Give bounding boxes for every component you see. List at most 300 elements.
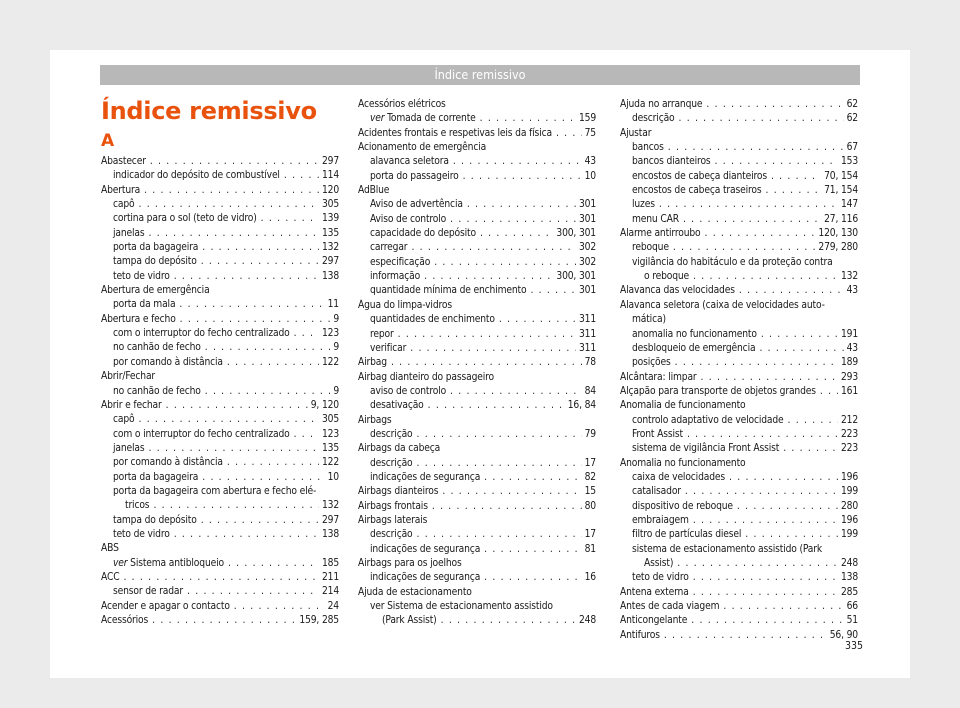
index-entry [358,241,596,255]
leader-dots [174,270,319,284]
leader-dots [234,600,325,614]
entry-page-ref: 80 [584,500,596,512]
index-entry [358,457,596,471]
index-entry [358,586,596,600]
index-entry [620,614,858,628]
entry-term: sistema de vigilância Front Assist [632,443,780,455]
entry-term: teto de vidro [632,572,689,584]
index-entry [620,428,858,442]
entry-term: luzes [632,199,655,211]
index-entry [101,428,339,442]
index-entry [358,600,596,614]
entry-term: descrição [370,457,413,469]
entry-page-ref: 153 [840,156,858,168]
entry-page-ref: 78 [584,357,596,369]
leader-dots [294,327,319,341]
leader-dots [202,471,324,485]
index-entry [358,442,596,456]
leader-dots [683,213,821,227]
entry-page-ref: 9 [333,313,339,325]
entry-page-ref: 43 [584,156,596,168]
index-entry [358,356,596,370]
entry-term: descrição [632,113,675,125]
entry-term: Ajustar [620,127,652,139]
index-entry [101,327,339,341]
leader-dots [484,571,581,585]
entry-term: janelas [113,227,145,239]
entry-page-ref: 138 [840,572,858,584]
entry-term: capacidade do depósito [370,228,476,240]
entry-term: Airbags para os joelhos [358,558,462,569]
entry-page-ref: 84 [584,385,596,397]
index-entry [358,98,596,112]
leader-dots [675,356,838,370]
entry-page-ref: 199 [840,486,858,498]
leader-dots [123,571,319,585]
index-entry [101,169,339,183]
leader-dots [693,571,838,585]
entry-page-ref: 223 [840,428,858,440]
entry-term: bancos dianteiros [632,156,711,168]
leader-dots [685,485,838,499]
index-entry [358,371,596,385]
leader-dots [701,371,838,385]
index-entry [358,514,596,528]
index-entry [358,543,596,557]
index-entry [358,485,596,499]
entry-page-ref: 300, 301 [556,271,596,283]
index-entry [101,485,339,499]
entry-page-ref: 43 [846,342,858,354]
entry-term: catalisador [632,486,681,498]
entry-page-ref: 138 [321,270,339,282]
entry-term: caixa de velocidades [632,471,725,483]
entry-page-ref: 24 [327,600,339,612]
leader-dots [765,184,821,198]
leader-dots [737,500,838,514]
leader-dots [180,313,331,327]
index-entry [620,600,858,614]
leader-dots [205,341,331,355]
index-entry [101,514,339,528]
entry-term: indicações de segurança [370,572,481,584]
entry-term: o reboque [644,271,690,283]
entry-page-ref: 79 [584,428,596,440]
entry-term: Front Assist [632,428,683,440]
leader-dots [715,155,838,169]
entry-term: capô [113,199,135,211]
index-entry [620,184,858,198]
entry-term: Anomalia no funcionamento [620,457,746,469]
leader-dots [227,456,319,470]
leader-dots [152,614,296,628]
index-entry [620,313,858,327]
index-entry [101,557,339,571]
entry-term-text: Sistema antibloqueio [127,557,224,569]
entry-page-ref: 67 [846,142,858,154]
index-entry [101,298,339,312]
entry-term: Alçapão para transporte de objetos grandes [620,385,816,397]
entry-page-ref: 135 [321,442,339,454]
entry-term: Acionamento de emergência [358,142,487,154]
entry-page-ref: 11 [327,299,339,311]
leader-dots [166,399,308,413]
leader-dots [174,528,319,542]
entry-term: Antes de cada viagem [620,601,720,613]
entry-page-ref: 132 [840,271,858,283]
entry-page-ref: 43 [846,285,858,297]
entry-term: Alcântara: limpar [620,371,697,383]
entry-term: mática) [632,314,666,326]
index-entry [358,227,596,241]
index-entry [620,170,858,184]
entry-term [113,557,224,571]
leader-dots [441,614,576,628]
entry-page-ref: 138 [321,528,339,540]
entry-term: alavanca seletora [370,156,449,168]
leader-dots [434,256,576,270]
entry-term: filtro de partículas diesel [632,529,742,541]
entry-page-ref: 302 [578,256,596,268]
entry-term: encostos de cabeça traseiros [632,185,762,197]
entry-term: Airbags laterais [358,514,428,526]
leader-dots [788,414,838,428]
entry-term: anomalia no funcionamento [632,328,757,340]
leader-dots [150,155,319,169]
index-entry [620,141,858,155]
entry-page-ref: 191 [840,328,858,340]
leader-dots [484,471,581,485]
index-entry [620,98,858,112]
index-entry [358,170,596,184]
leader-dots [201,514,319,528]
entry-term: Assist) [644,558,674,569]
index-entry [620,213,858,227]
entry-page-ref: 16, 84 [567,400,596,412]
entry-page-ref: 305 [321,199,339,211]
entry-term: Anomalia de funcionamento [620,400,746,412]
entry-page-ref: 311 [578,342,596,354]
entry-page-ref: 123 [321,428,339,440]
entry-page-ref: 311 [578,314,596,326]
entry-page-ref: 120 [321,184,339,196]
entry-term: encostos de cabeça dianteiros [632,170,767,182]
entry-term: ACC [101,571,120,583]
index-entry [101,341,339,355]
leader-dots [432,500,582,514]
entry-page-ref: 114 [321,170,339,182]
entry-term: Antifuros [620,629,660,641]
entry-term: porta do passageiro [370,170,459,182]
index-entry [620,371,858,385]
entry-page-ref: 159 [578,113,596,125]
leader-dots [499,313,576,327]
entry-page-ref: 301 [578,285,596,297]
entry-term: Alavanca seletora (caixa de velocidades auto- [620,299,825,311]
leader-dots [202,241,319,255]
leader-dots [691,614,843,628]
index-entry [101,255,339,269]
leader-dots [417,428,582,442]
leader-dots [668,141,844,155]
entry-term: AdBlue [358,185,390,197]
entry-page-ref: 132 [321,242,339,254]
entry-page-ref: 199 [840,529,858,541]
entry-term: posições [632,357,671,369]
entry-page-ref: 293 [840,371,858,383]
index-entry [620,284,858,298]
index-entry [358,385,596,399]
entry-page-ref: 248 [578,615,596,627]
entry-term: controlo adaptativo de velocidade [632,414,784,426]
index-entry [101,212,339,226]
entry-term: com o interruptor do fecho centralizado [113,428,290,440]
entry-term: Acidentes frontais e respetivas leis da física [358,127,552,139]
entry-term: Aviso de advertência [370,199,463,211]
leader-dots [442,485,581,499]
leader-dots [693,514,838,528]
index-entry [620,227,858,241]
entry-page-ref: 300, 301 [556,228,596,240]
leader-dots [693,586,838,600]
entry-term: sensor de radar [113,586,183,598]
index-entry [620,328,858,342]
leader-dots [138,413,318,427]
entry-term: tampa do depósito [113,514,197,526]
entry-term: por comando à distância [113,457,223,469]
leader-dots [677,557,838,571]
entry-page-ref: 285 [840,586,858,598]
entry-page-ref: 71, 154 [824,185,858,197]
page-title: Índice remissivo [101,97,317,125]
entry-page-ref: 196 [840,471,858,483]
index-entry [101,499,339,513]
index-entry [358,614,596,628]
index-entry [620,586,858,600]
leader-dots [463,170,582,184]
entry-term: tampa do depósito [113,256,197,268]
index-entry [358,198,596,212]
index-entry [620,514,858,528]
entry-term: porta da bagageira [113,242,199,254]
leader-dots [450,385,582,399]
index-entry [620,198,858,212]
entry-term: Airbags [358,414,392,426]
entry-page-ref: 297 [321,256,339,268]
entry-see-reference: ver [370,113,385,125]
leader-dots [227,356,319,370]
entry-page-ref: 248 [840,558,858,569]
leader-dots [144,184,319,198]
index-entry [620,485,858,499]
index-entry [101,456,339,470]
entry-page-ref: 56, 90 [829,629,858,641]
leader-dots [205,385,331,399]
index-entry [620,356,858,370]
leader-dots [149,442,319,456]
entry-term: reboque [632,242,669,254]
leader-dots [294,428,319,442]
index-entry [620,629,858,643]
entry-page-ref: 214 [321,586,339,598]
entry-page-ref: 305 [321,414,339,426]
leader-dots [706,98,843,112]
entry-term: com o interruptor do fecho centralizado [113,328,290,340]
index-entry [358,414,596,428]
index-entry [620,414,858,428]
entry-term: porta da bagageira com abertura e fecho elé- [113,485,317,497]
entry-term: descrição [370,529,413,541]
leader-dots [480,227,553,241]
entry-page-ref: 196 [840,514,858,526]
index-entry [358,399,596,413]
index-entry [358,127,596,141]
entry-term: Antena externa [620,586,689,598]
leader-dots [673,241,816,255]
index-entry [620,270,858,284]
entry-term: Abertura [101,184,141,196]
index-entry [358,141,596,155]
entry-page-ref: 132 [321,500,339,512]
index-column-3 [620,98,858,643]
leader-dots [467,198,576,212]
entry-term: desbloqueio de emergência [632,342,756,354]
index-entry [358,112,596,126]
index-entry [358,284,596,298]
index-entry [620,571,858,585]
entry-page-ref: 17 [584,457,596,469]
entry-page-ref: 311 [578,328,596,340]
entry-term: teto de vidro [113,528,170,540]
leader-dots [687,428,838,442]
entry-page-ref: 66 [846,601,858,613]
index-entry [101,600,339,614]
index-entry [620,500,858,514]
entry-term: quantidades de enchimento [370,314,495,326]
index-entry [620,127,858,141]
leader-dots [820,385,838,399]
index-entry [101,284,339,298]
entry-page-ref: 70, 154 [824,170,858,182]
index-entry [358,213,596,227]
index-entry [101,571,339,585]
entry-term: dispositivo de reboque [632,500,733,512]
entry-page-ref: 51 [846,615,858,627]
entry-term: Acender e apagar o contacto [101,600,230,612]
index-column-1 [101,155,339,628]
entry-term-text: Tomada de corrente [384,113,476,125]
entry-term: no canhão de fecho [113,385,201,397]
entry-term: quantidade mínima de enchimento [370,285,527,297]
leader-dots [453,155,582,169]
index-entry [358,256,596,270]
entry-term: por comando à distância [113,356,223,368]
leader-dots [149,227,319,241]
entry-term [370,112,476,126]
entry-page-ref: 302 [578,242,596,254]
index-entry [620,399,858,413]
index-entry [101,270,339,284]
index-entry [101,385,339,399]
entry-page-ref: 301 [578,213,596,225]
leader-dots [759,342,843,356]
entry-term: Aviso de controlo [370,213,447,225]
index-entry [101,313,339,327]
entry-page-ref: 185 [321,557,339,569]
entry-page-ref: 135 [321,227,339,239]
entry-term: ABS [101,543,119,555]
entry-term: Abertura de emergência [101,285,210,297]
entry-page-ref: 279, 280 [818,242,858,254]
index-entry [358,270,596,284]
entry-term: sistema de estacionamento assistido (Park [632,543,823,555]
entry-page-ref: 280 [840,500,858,512]
index-entry [101,198,339,212]
leader-dots [424,270,553,284]
entry-page-ref: 301 [578,199,596,211]
leader-dots [261,212,319,226]
entry-page-ref: 82 [584,471,596,483]
index-entry [620,241,858,255]
entry-term: porta da mala [113,299,176,311]
index-entry [101,614,339,628]
entry-term: Água do limpa-vidros [358,299,452,311]
entry-term: tricos [125,500,150,512]
entry-see-reference: ver [113,557,128,569]
leader-dots [693,270,838,284]
index-entry [620,256,858,270]
index-entry [101,471,339,485]
index-entry [101,370,339,384]
entry-page-ref: 159, 285 [299,615,339,626]
entry-term: Airbag [358,357,387,369]
leader-dots [410,342,576,356]
index-entry [358,328,596,342]
entry-term: Abrir/Fechar [101,371,156,383]
entry-page-ref: 223 [840,443,858,455]
entry-page-ref: 122 [321,356,339,368]
entry-term: indicador do depósito de combustível [113,170,280,182]
entry-page-ref: 212 [840,414,858,426]
entry-term: Acessórios [101,615,149,626]
index-entry [620,528,858,542]
entry-term: cortina para o sol (teto de vidro) [113,213,257,225]
leader-dots [450,213,576,227]
index-entry [358,500,596,514]
entry-term: ver Sistema de estacionamento assistido [370,601,553,613]
index-entry [358,471,596,485]
entry-page-ref: 10 [584,170,596,182]
index-entry [101,184,339,198]
entry-term: Abrir e fechar [101,399,162,411]
leader-dots [187,585,319,599]
entry-term: desativação [370,400,424,412]
index-entry [101,241,339,255]
entry-page-ref: 189 [840,357,858,369]
entry-term: Alavanca das velocidades [620,285,735,297]
entry-page-ref: 147 [840,199,858,211]
leader-dots [783,442,838,456]
page-number: 335 [845,640,864,652]
index-entry [101,356,339,370]
entry-term: Airbag dianteiro do passageiro [358,371,494,383]
entry-page-ref: 81 [584,543,596,555]
entry-page-ref: 15 [584,486,596,498]
entry-term: (Park Assist) [382,615,437,627]
leader-dots [398,328,576,342]
entry-page-ref: 17 [584,529,596,541]
leader-dots [411,241,576,255]
